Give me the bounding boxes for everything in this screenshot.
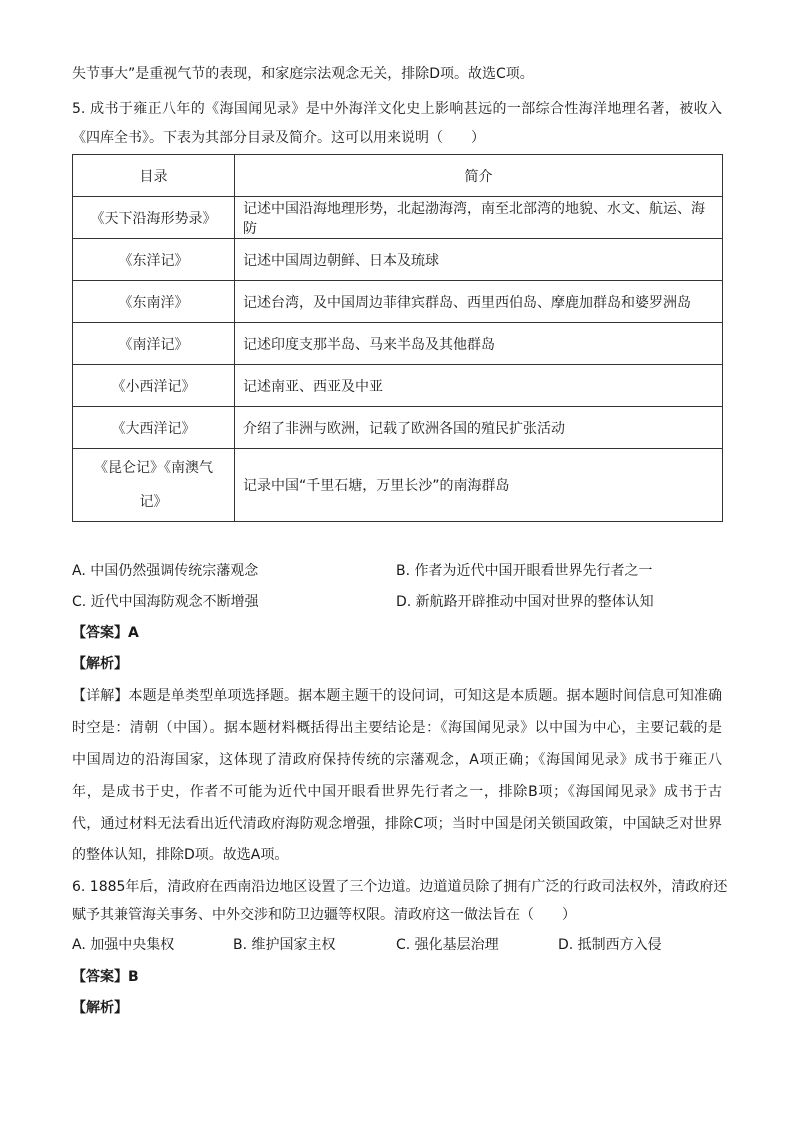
catalog-title: 《东洋记》 — [73, 239, 235, 281]
catalog-title — [73, 449, 235, 522]
table-row — [73, 323, 723, 365]
q5-stem-line1: 5. 成书于雍正八年的《海国闻见录》是中外海洋文化史上影响甚远的一部综合性海洋地理名著，被收入 — [72, 101, 722, 117]
column-header-catalog: 目录 — [73, 155, 235, 197]
q6-stem-line2: 赋予其兼管海关事务、中外交涉和防卫边疆等权限。清政府这一做法旨在（ ） — [72, 907, 576, 923]
q5-detail-line: 年，是成书于史，作者不可能为近代中国开眼看世界先行者之一，排除B项；《海国闻见录》成书于古 — [72, 784, 722, 800]
q6-option-d[interactable]: D. 抵制西方入侵 — [558, 937, 662, 953]
q5-detail-line: 代，通过材料无法看出近代清政府海防观念增强，排除C项；当时中国是闭关锁国政策，中国缺乏对世界 — [72, 816, 722, 832]
table-row — [73, 365, 723, 407]
catalog-table — [72, 154, 723, 522]
table-row — [73, 407, 723, 449]
table-row — [73, 281, 723, 323]
q6-option-a[interactable]: A. 加强中央集权 — [72, 937, 175, 953]
catalog-summary: 记录中国“千里石塘，万里长沙”的南海群岛 — [235, 449, 723, 522]
catalog-summary: 记述中国周边朝鲜、日本及琉球 — [235, 239, 723, 281]
catalog-summary: 记述南亚、西亚及中亚 — [235, 365, 723, 407]
q5-option-b[interactable]: B. 作者为近代中国开眼看世界先行者之一 — [396, 563, 653, 579]
table-row — [73, 197, 723, 239]
q5-detail-line: 的整体认知，排除D项。故选A项。 — [72, 847, 289, 863]
q5-detail-line: 【详解】本题是单类型单项选择题。据本题主题干的设问词，可知这是本质题。据本题时间信息可知准确 — [72, 688, 722, 704]
catalog-summary: 记述印度支那半岛、马来半岛及其他群岛 — [235, 323, 723, 365]
column-header-summary: 简介 — [235, 155, 723, 197]
q6-analysis-label: 【解析】 — [72, 1000, 128, 1016]
catalog-summary: 记述台湾，及中国周边菲律宾群岛、西里西伯岛、摩鹿加群岛和婆罗洲岛 — [235, 281, 723, 323]
q6-stem-line1: 6. 1885年后，清政府在西南沿边地区设置了三个边道。边道道员除了拥有广泛的行政司法权外，清政府还 — [72, 879, 728, 895]
table-row — [73, 449, 723, 522]
catalog-summary: 记述中国沿海地理形势，北起渤海湾，南至北部湾的地貌、水文、航运、海防 — [235, 197, 723, 239]
q5-detail-line: 中国周边的沿海国家，这体现了清政府保持传统的宗藩观念，A项正确；《海国闻见录》成书于雍正八 — [72, 752, 722, 768]
prev-answer-tail: 失节事大”是重视气节的表现，和家庭宗法观念无关，排除D项。故选C项。 — [72, 66, 534, 82]
catalog-summary: 介绍了非洲与欧洲，记载了欧洲各国的殖民扩张活动 — [235, 407, 723, 449]
catalog-title: 《东南洋》 — [73, 281, 235, 323]
q6-answer: 【答案】B — [72, 969, 139, 985]
q5-option-c[interactable]: C. 近代中国海防观念不断增强 — [72, 594, 259, 610]
catalog-title-line1: 《昆仑记》《南澳气 — [94, 460, 213, 476]
catalog-title: 《南洋记》 — [73, 323, 235, 365]
table-row — [73, 239, 723, 281]
catalog-title-line2: 记》 — [139, 494, 168, 510]
q5-answer: 【答案】A — [72, 625, 139, 641]
q5-stem-line2: 《四库全书》。下表为其部分目录及简介。这可以用来说明（ ） — [72, 130, 485, 146]
table-header-row — [73, 155, 723, 197]
catalog-title: 《大西洋记》 — [73, 407, 235, 449]
q5-analysis-label: 【解析】 — [72, 656, 128, 672]
catalog-title: 《小西洋记》 — [73, 365, 235, 407]
q5-option-d[interactable]: D. 新航路开辟推动中国对世界的整体认知 — [396, 594, 654, 610]
q5-detail-line: 时空是：清朝（中国）。据本题材料概括得出主要结论是：《海国闻见录》以中国为中心，主要记载的是 — [72, 720, 722, 736]
q5-option-a[interactable]: A. 中国仍然强调传统宗藩观念 — [72, 563, 259, 579]
catalog-title: 《天下沿海形势录》 — [73, 197, 235, 239]
q6-option-c[interactable]: C. 强化基层治理 — [396, 937, 499, 953]
q6-option-b[interactable]: B. 维护国家主权 — [233, 937, 336, 953]
